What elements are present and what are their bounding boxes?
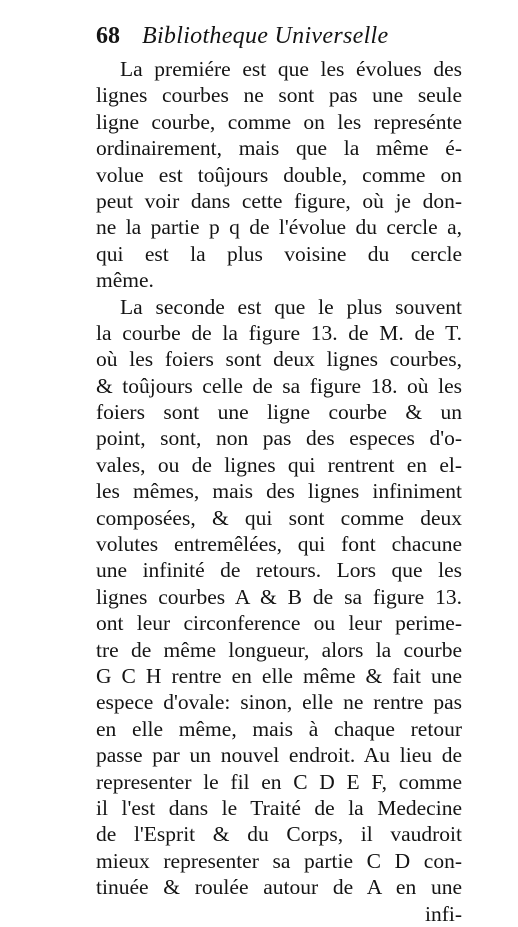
- text-line: foiers sont une ligne courbe & un: [96, 400, 462, 425]
- text-line: tre de même longueur, alors la courbe: [96, 637, 462, 662]
- text-line: ordinairement, mais que la même é-: [96, 136, 462, 161]
- text-line: de l'Esprit & du Corps, il vaudroit: [96, 822, 462, 847]
- text-line: composées, & qui sont comme deux: [96, 505, 462, 530]
- text-line: & toûjours celle de sa figure 18. où les: [96, 373, 462, 398]
- text-line: G C H rentre en elle même & fait une: [96, 663, 462, 688]
- text-line: La premiére est que les évolues des: [120, 57, 462, 81]
- text-line: mieux representer sa partie C D con-: [96, 848, 462, 873]
- page-header: [96, 20, 426, 52]
- text-line: ligne courbe, comme on les represénte: [96, 109, 462, 134]
- text-line: il l'est dans le Traité de la Medecine: [96, 795, 462, 820]
- text-line: representer le fil en C D E F, comme: [96, 769, 462, 794]
- text-line: volutes entremêlées, qui font chacune: [96, 532, 462, 557]
- text-line: même.: [96, 268, 154, 293]
- text-line: espece d'ovale: sinon, elle ne rentre pas: [96, 690, 462, 715]
- text-line: passe par un nouvel endroit. Au lieu de: [96, 743, 462, 768]
- text-line: une infinité de retours. Lors que les: [96, 558, 462, 583]
- text-line: ont leur circonference ou leur perime-: [96, 611, 462, 636]
- text-line: lignes courbes ne sont pas une seule: [96, 83, 462, 108]
- text-line: lignes courbes A & B de sa figure 13.: [96, 584, 462, 609]
- text-line: peut voir dans cette figure, où je don-: [96, 188, 462, 213]
- text-line: les mêmes, mais des lignes infiniment: [96, 479, 462, 504]
- text-line: volue est toûjours double, comme on: [96, 162, 462, 187]
- body-text: [96, 56, 462, 927]
- text-line: tinuée & roulée autour de A en une: [96, 875, 462, 900]
- text-line: la courbe de la figure 13. de M. de T.: [96, 320, 462, 345]
- text-line: qui est la plus voisine du cercle: [96, 241, 462, 266]
- text-line: vales, ou de lignes qui rentrent en el-: [96, 452, 462, 477]
- running-title: Bibliotheque Universelle: [142, 23, 389, 49]
- text-line: où les foiers sont deux lignes courbes,: [96, 347, 462, 372]
- text-line: en elle même, mais à chaque retour: [96, 716, 462, 741]
- text-line: infi-: [424, 901, 462, 926]
- page-number: 68: [96, 23, 120, 49]
- text-line: ne la partie p q de l'évolue du cercle a,: [96, 215, 462, 240]
- text-line: point, sont, non pas des especes d'o-: [96, 426, 462, 451]
- text-line: La seconde est que le plus souvent: [120, 294, 462, 319]
